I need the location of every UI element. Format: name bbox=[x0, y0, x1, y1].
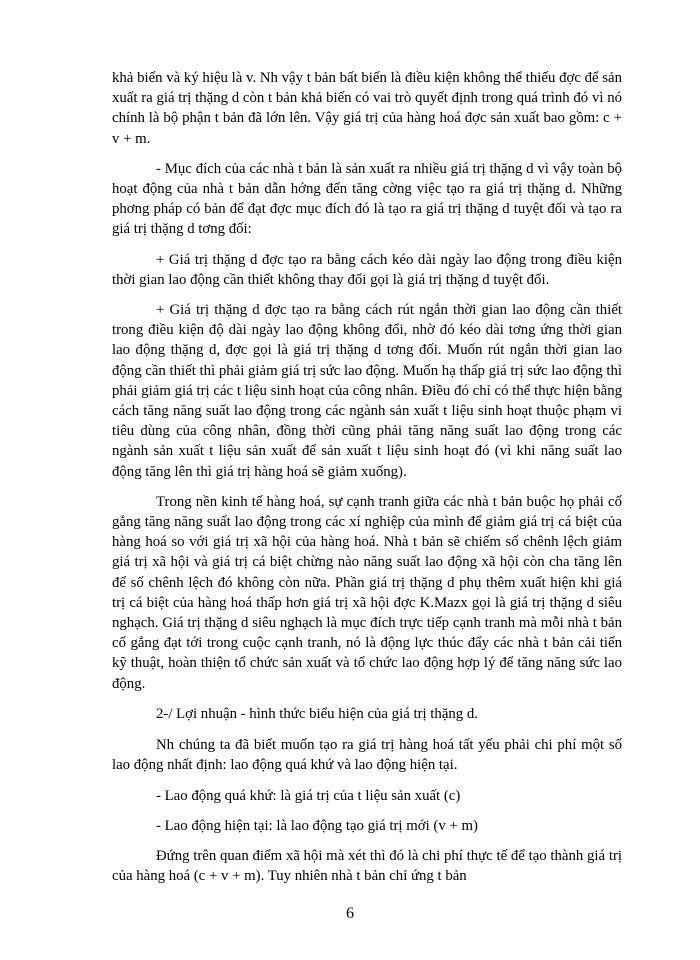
paragraph: Đứng trên quan điểm xã hội mà xét thì đó là chi phí thực tế để tạo thành giá trị của hàng hoá (c + v + m). Tuy nhiên nhà t bản chỉ ứng t bản bbox=[112, 847, 622, 885]
paragraph: Trong nền kinh tế hàng hoá, sự cạnh tranh giữa các nhà t bản buộc họ phải cố gắng tăng năng suất lao động trong các xí nghiệp của mình để giảm giá trị cá biệt của hàng hoá so với giá trị xã hội của hàng hoá. Nhà t bản sẽ chiếm số chênh lệch giảm giá trị xã hội và giá trị cá biệt chừng nào năng suất lao động xã hội còn cha tăng lên để số chênh lệch đó không còn nữa. Phần giá trị thặng d phụ thêm xuất hiện khi giá trị cá biệt của hàng hoá thấp hơn giá trị xã hội đợc K.Mazx gọi là giá trị thặng d siêu nghạch. Giá trị thặng d siêu nghạch là mục đích trực tiếp cạnh tranh mà mỗi nhà t bản cố gắng đạt tới trong cuộc cạnh tranh, nó là động lực thúc đẩy các nhà t bản cải tiến kỹ thuật, hoàn thiện tổ chức sản xuất và tổ chức lao động hợp lý để tăng năng sức lao động. bbox=[112, 493, 622, 692]
paragraph: + Giá trị thặng d đợc tạo ra bằng cách kéo dài ngày lao động trong điều kiện thời gian lao động cần thiết không thay đổi gọi là giá trị thặng d tuyệt đối. bbox=[112, 251, 622, 288]
paragraph: - Lao động hiện tại: là lao động tạo giá trị mới (v + m) bbox=[156, 817, 478, 834]
page-number: 6 bbox=[346, 905, 354, 922]
body-text bbox=[112, 68, 622, 896]
paragraph: - Mục đích của các nhà t bản là sản xuất ra nhiều giá trị thặng d vì vậy toàn bộ hoạt động của nhà t bản dẫn hớng đến tăng cờng việc tạo ra giá trị thặng d. Những phơng pháp có bản để đạt đợc mục đích đó là tạo ra giá trị thặng d tuyệt đối và tạo ra giá trị thặng d tơng đối: bbox=[112, 160, 622, 238]
section-heading: 2-/ Lợi nhuận - hình thức biểu hiện của giá trị thặng d. bbox=[156, 705, 478, 722]
paragraph: Nh chúng ta đã biết muốn tạo ra giá trị hàng hoá tất yếu phải chi phí một số lao động nhất định: lao động quá khứ và lao động hiện tại. bbox=[112, 737, 622, 774]
paragraph: khả biến và ký hiệu là v. Nh vậy t bản bất biến là điều kiện không thể thiếu đợc để sản xuất ra giá trị thặng d còn t bản khả biến có vai trò quyết định trong quá trình đó vì nó chính là bộ phận t bản đã lớn lên. Vậy giá trị của hàng hoá đợc sản xuất bao gồm: c + v + m. bbox=[112, 70, 622, 147]
paragraph: - Lao động quá khứ: là giá trị của t liệu sản xuất (c) bbox=[156, 787, 461, 804]
paragraph: + Giá trị thặng d đợc tạo ra bằng cách rút ngắn thời gian lao động cần thiết trong điều kiện độ dài ngày lao động không đổi, nhờ đó kéo dài tơng ứng thời gian lao động thặng d, đợc gọi là giá trị thặng d tơng đối. Muốn rút ngắn thời gian lao động cần thiết thì phải giảm giá trị sức lao động. Muốn hạ thấp giá trị sức lao động thì phải giảm giá trị các t liệu sinh hoạt của công nhân. Điều đó chỉ có thể thực hiện bằng cách tăng năng suất lao động trong các ngành sản xuất t liệu sinh hoạt thuộc phạm vi tiêu dùng của công nhân, đồng thời cũng phải tăng năng suất lao động trong các ngành sản xuất t liệu sản xuất để sản xuất t liệu sinh hoạt đó (vì khi năng suất lao động tăng lên thì giá trị hàng hoá sẽ giảm xuống). bbox=[112, 302, 622, 480]
